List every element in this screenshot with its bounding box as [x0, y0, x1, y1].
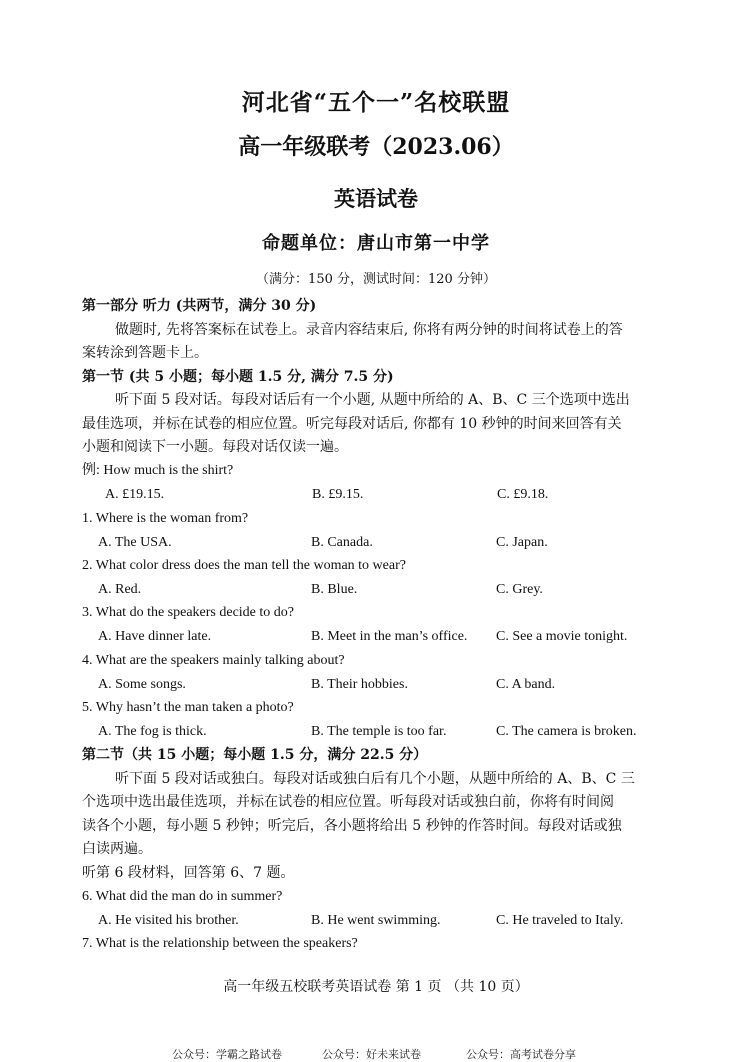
example-question: 例: How much is the shirt? [82, 463, 234, 478]
material-instruction: 听第 6 段材料，回答第 6、7 题。 [82, 865, 295, 881]
question-1-option-c: C. Japan. [496, 535, 548, 550]
question-4: 4. What are the speakers mainly talking about? [82, 653, 345, 668]
page-footer: 高一年级五校联考英语试卷 第 1 页 （共 10 页） [223, 979, 529, 995]
question-1: 1. Where is the woman from? [82, 511, 249, 526]
part1-heading: 第一部分 听力 (共两节，满分 30 分) [82, 298, 317, 314]
question-4-option-b: B. Their hobbies. [311, 677, 408, 692]
section2-heading: 第二节（共 15 小题；每小题 1.5 分，满分 22.5 分） [82, 747, 428, 763]
question-1-option-b: B. Canada. [311, 535, 373, 550]
section2-intro-line1: 听下面 5 段对话或独白。每段对话或独白后有几个小题，从题中所给的 A、B、C 三 [115, 771, 635, 787]
question-5: 5. Why hasn’t the man taken a photo? [82, 700, 294, 715]
example-option-b: B. £9.15. [312, 487, 364, 502]
question-6-option-a: A. He visited his brother. [98, 913, 239, 928]
question-3: 3. What do the speakers decide to do? [82, 605, 295, 620]
question-4-option-a: A. Some songs. [98, 677, 186, 692]
question-7: 7. What is the relationship between the speakers? [82, 936, 358, 951]
alliance-title: 河北省“五个一”名校联盟 [241, 89, 511, 116]
section1-intro-line1: 听下面 5 段对话。每段对话后有一个小题, 从题中所给的 A、B、C 三个选项中选出 [115, 392, 630, 408]
question-6-option-c: C. He traveled to Italy. [496, 913, 624, 928]
question-5-option-b: B. The temple is too far. [311, 724, 447, 739]
section2-intro-line3: 读各个小题，每小题 5 秒钟；听完后，各小题将给出 5 秒钟的作答时间。每段对话或独 [82, 818, 622, 834]
question-6-option-b: B. He went swimming. [311, 913, 441, 928]
question-2: 2. What color dress does the man tell the woman to wear? [82, 558, 406, 573]
exam-info: （满分：150 分，测试时间：120 分钟） [256, 272, 496, 287]
example-option-a: A. £19.15. [105, 487, 165, 502]
question-2-option-a: A. Red. [98, 582, 142, 597]
question-5-option-a: A. The fog is thick. [98, 724, 207, 739]
watermark-1: 公众号：学霸之路试卷 [172, 1048, 282, 1061]
watermark-2: 公众号：好未来试卷 [322, 1048, 421, 1061]
watermark-3: 公众号：高考试卷分享 [466, 1048, 576, 1061]
question-3-option-c: C. See a movie tonight. [496, 629, 628, 644]
part1-intro-line1: 做题时, 先将答案标在试卷上。录音内容结束后, 你将有两分钟的时间将试卷上的答 [115, 322, 623, 338]
question-6: 6. What did the man do in summer? [82, 889, 283, 904]
part1-intro-line2: 案转涂到答题卡上。 [82, 345, 208, 361]
author-unit: 命题单位：唐山市第一中学 [262, 233, 490, 254]
section2-intro-line2: 个选项中选出最佳选项，并标在试卷的相应位置。听每段对话或独白前，你将有时间阅 [82, 794, 614, 810]
example-option-c: C. £9.18. [497, 487, 549, 502]
section2-intro-line4: 白读两遍。 [82, 841, 152, 857]
question-4-option-c: C. A band. [496, 677, 556, 692]
question-5-option-c: C. The camera is broken. [496, 724, 637, 739]
exam-title: 高一年级联考（2023.06） [238, 134, 514, 160]
question-2-option-c: C. Grey. [496, 582, 543, 597]
section1-intro-line3: 小题和阅读下一小题。每段对话仅读一遍。 [82, 439, 348, 455]
question-3-option-b: B. Meet in the man’s office. [311, 629, 468, 644]
question-1-option-a: A. The USA. [98, 535, 172, 550]
subject-title: 英语试卷 [334, 186, 418, 211]
section1-heading: 第一节 (共 5 小题；每小题 1.5 分, 满分 7.5 分) [82, 369, 394, 385]
question-3-option-a: A. Have dinner late. [98, 629, 212, 644]
section1-intro-line2: 最佳选项，并标在试卷的相应位置。听完每段对话后, 你都有 10 秒钟的时间来回答有关 [82, 416, 622, 432]
question-2-option-b: B. Blue. [311, 582, 358, 597]
